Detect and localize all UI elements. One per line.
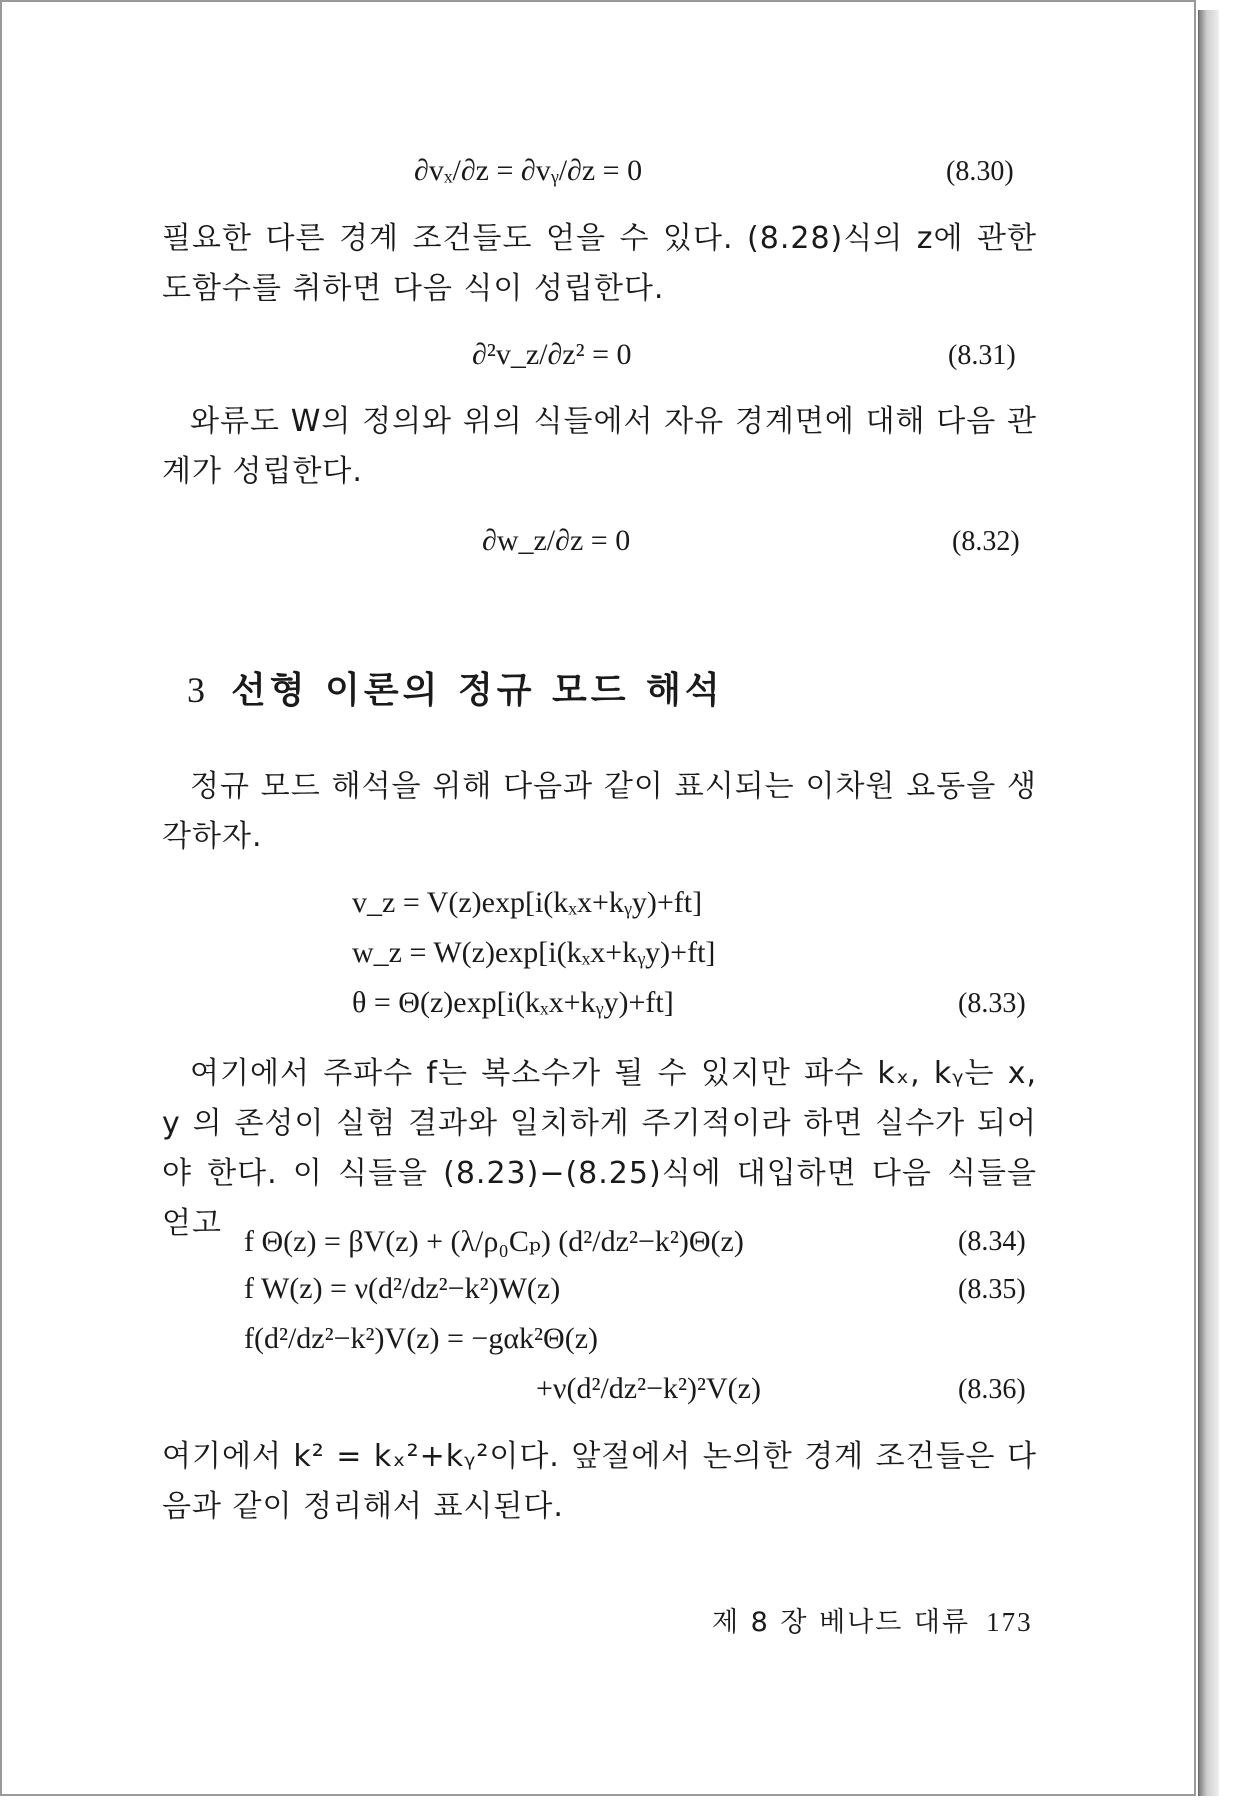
equation-8-33-line1: v_z = V(z)exp[i(kₓx+kᵧy)+ft] bbox=[352, 886, 703, 919]
section-number: 3 bbox=[187, 670, 209, 710]
page-footer bbox=[712, 1600, 1033, 1639]
equation-number: (8.34) bbox=[958, 1226, 1026, 1257]
equation-number: (8.35) bbox=[958, 1274, 1026, 1305]
paragraph: 정규 모드 해석을 위해 다음과 같이 표시되는 이차원 요동을 생각하자. bbox=[162, 769, 1037, 854]
paragraph: 필요한 다른 경계 조건들도 얻을 수 있다. (8.28)식의 z에 관한 도함수를 취하면 다음 식이 성립한다. bbox=[162, 221, 1037, 306]
equation-8-36-line2: +ν(d²/dz²−k²)²V(z) bbox=[536, 1372, 761, 1405]
section-heading bbox=[187, 662, 724, 713]
page-number: 173 bbox=[986, 1607, 1033, 1637]
equation-number: (8.36) bbox=[958, 1374, 1026, 1405]
equation-number: (8.32) bbox=[952, 526, 1020, 557]
equation-8-36-line1: f(d²/dz²−k²)V(z) = −gαk²Θ(z) bbox=[244, 1322, 598, 1355]
paragraph: 와류도 W의 정의와 위의 식들에서 자유 경계면에 대해 다음 관계가 성립한다. bbox=[162, 404, 1037, 489]
equation-8-35: f W(z) = ν(d²/dz²−k²)W(z) bbox=[244, 1272, 561, 1305]
equation-8-34: f Θ(z) = βV(z) + (λ/ρ₀Cₚ) (d²/dz²−k²)Θ(z) bbox=[244, 1225, 744, 1258]
equation-8-30: ∂vₓ/∂z = ∂vᵧ/∂z = 0 bbox=[414, 154, 643, 187]
paragraph: 여기에서 주파수 f는 복소수가 될 수 있지만 파수 kₓ, kᵧ는 x, y 의 존성이 실험 결과와 일치하게 주기적이라 하면 실수가 되어야 한다. 이 식들을 (8.23)−(8.25)식에 대입하면 다음 식들을 얻고 bbox=[162, 1056, 1037, 1241]
paragraph: 여기에서 k² = kₓ²+kᵧ²이다. 앞절에서 논의한 경계 조건들은 다음과 같이 정리해서 표시된다. bbox=[162, 1439, 1037, 1524]
equation-number: (8.33) bbox=[958, 988, 1026, 1019]
section-title: 선형 이론의 정규 모드 해석 bbox=[231, 670, 724, 711]
chapter-title: 제 8 장 베나드 대류 bbox=[712, 1607, 971, 1638]
equation-8-33-line2: w_z = W(z)exp[i(kₓx+kᵧy)+ft] bbox=[352, 936, 716, 969]
equation-number: (8.30) bbox=[946, 156, 1014, 187]
equation-number: (8.31) bbox=[948, 340, 1016, 371]
equation-8-31: ∂²v_z/∂z² = 0 bbox=[472, 338, 632, 371]
page-edge-shadow bbox=[1198, 10, 1219, 1796]
equation-8-33-line3: θ = Θ(z)exp[i(kₓx+kᵧy)+ft] bbox=[352, 986, 674, 1019]
equation-8-32: ∂w_z/∂z = 0 bbox=[482, 524, 631, 557]
